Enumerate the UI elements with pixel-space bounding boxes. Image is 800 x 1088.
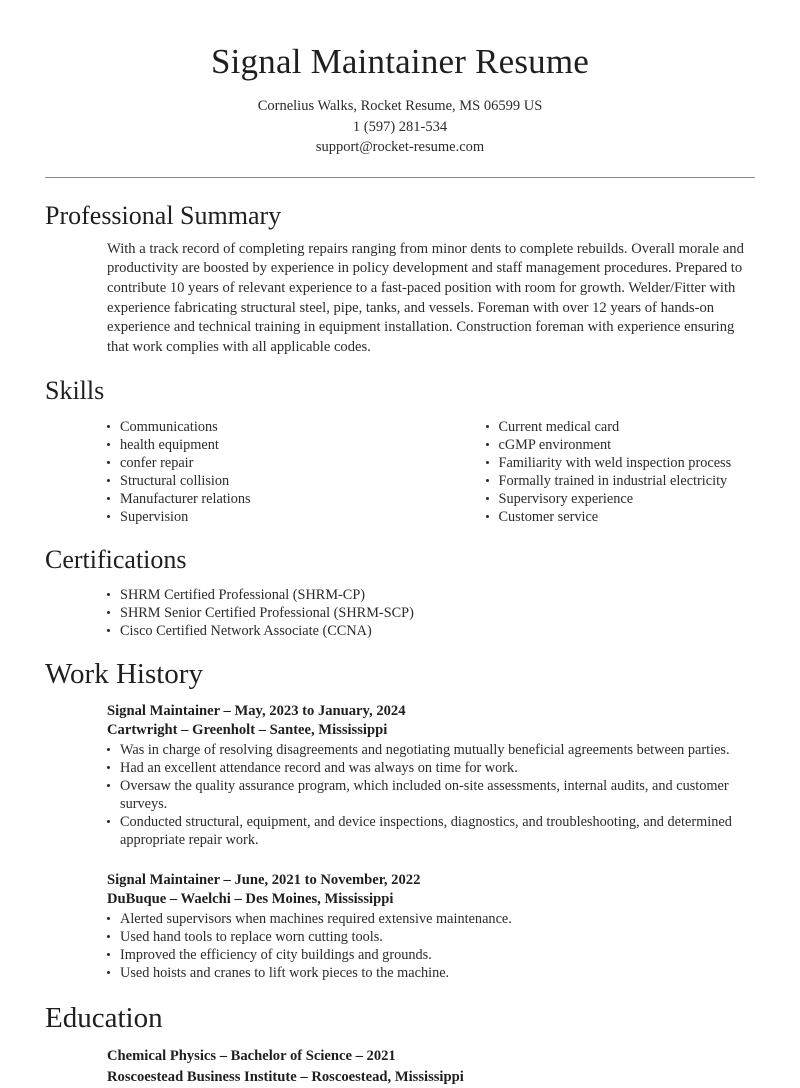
list-item: SHRM Certified Professional (SHRM-CP): [107, 586, 752, 604]
list-item: Used hoists and cranes to lift work pieces to the machine.: [107, 964, 752, 982]
contact-phone: 1 (597) 281-534: [352, 118, 448, 135]
education-entry: [107, 1046, 752, 1088]
list-item: Alerted supervisors when machines required extensive maintenance.: [107, 910, 752, 928]
skills-column-left: [107, 418, 430, 526]
list-item: Manufacturer relations: [107, 490, 430, 508]
section-heading-skills: Skills: [45, 376, 105, 406]
summary-text: With a track record of completing repairs ranging from minor dents to complete rebuilds. Overall morale and productivity are boosted by experience in policy development and staff management procedures. Prepared to contribute 10 years of relevant experience to a fast-paced position with room for growth. Welder/Fitter with experience fabricating structural steel, pipe, tanks, and vessels. Foreman with over 12 years of hands-on experience and technical training in equipment installation. Construction foreman with experience ensuring that work complies with all applicable codes.: [107, 240, 744, 355]
education-school-line: Roscoestead Business Institute – Roscoestead, Mississippi: [107, 1069, 464, 1086]
list-item: Was in charge of resolving disagreements and negotiating mutually beneficial agreements between parties.: [107, 741, 752, 759]
list-item: Oversaw the quality assurance program, which included on-site assessments, internal audits, and customer surveys.: [107, 777, 752, 813]
list-item: Supervision: [107, 508, 430, 526]
list-item: Formally trained in industrial electricity: [486, 472, 753, 490]
list-item: SHRM Senior Certified Professional (SHRM-SCP): [107, 604, 752, 622]
skills-list-right: [486, 418, 753, 526]
skills-list-left: [107, 418, 430, 526]
education-degree-line: Chemical Physics – Bachelor of Science – 2021: [107, 1048, 396, 1065]
contact-email: support@rocket-resume.com: [315, 139, 485, 156]
job-company-line: Cartwright – Greenholt – Santee, Mississippi: [107, 722, 388, 739]
list-item: confer repair: [107, 454, 430, 472]
job-title-line: Signal Maintainer – May, 2023 to January, 2024: [107, 702, 406, 719]
job-bullets: [107, 910, 752, 982]
list-item: health equipment: [107, 436, 430, 454]
section-work-history: [45, 657, 755, 982]
section-heading-work-history: Work History: [45, 657, 203, 690]
list-item: Structural collision: [107, 472, 430, 490]
section-heading-summary: Professional Summary: [45, 200, 282, 230]
contact-address: Cornelius Walks, Rocket Resume, MS 06599 US: [257, 98, 543, 115]
work-history-entry: [107, 871, 752, 982]
certifications-list: [107, 586, 752, 640]
list-item: Communications: [107, 418, 430, 436]
section-heading-education: Education: [45, 1001, 163, 1034]
job-title-line: Signal Maintainer – June, 2021 to November, 2022: [107, 871, 421, 888]
skills-column-right: [430, 418, 753, 526]
list-item: Familiarity with weld inspection process: [486, 454, 753, 472]
list-item: Had an excellent attendance record and was always on time for work.: [107, 759, 752, 777]
work-history-entry: [107, 702, 752, 849]
section-professional-summary: [45, 200, 755, 358]
list-item: Current medical card: [486, 418, 753, 436]
list-item: Supervisory experience: [486, 490, 753, 508]
contact-block: [45, 96, 755, 158]
section-certifications: [45, 544, 755, 640]
page-title: Signal Maintainer Resume: [210, 42, 590, 81]
list-item: Customer service: [486, 508, 753, 526]
list-item: Improved the efficiency of city buildings and grounds.: [107, 946, 752, 964]
section-skills: [45, 375, 755, 525]
skills-columns: [107, 418, 752, 526]
list-item: Cisco Certified Network Associate (CCNA): [107, 622, 752, 640]
list-item: Used hand tools to replace worn cutting tools.: [107, 928, 752, 946]
section-heading-certifications: Certifications: [45, 544, 187, 574]
list-item: Conducted structural, equipment, and device inspections, diagnostics, and troubleshooting, and determined appropriate repair work.: [107, 813, 752, 849]
section-education: [45, 1001, 755, 1088]
header-divider: [45, 177, 755, 178]
job-company-line: DuBuque – Waelchi – Des Moines, Mississippi: [107, 891, 394, 908]
list-item: cGMP environment: [486, 436, 753, 454]
job-bullets: [107, 741, 752, 849]
